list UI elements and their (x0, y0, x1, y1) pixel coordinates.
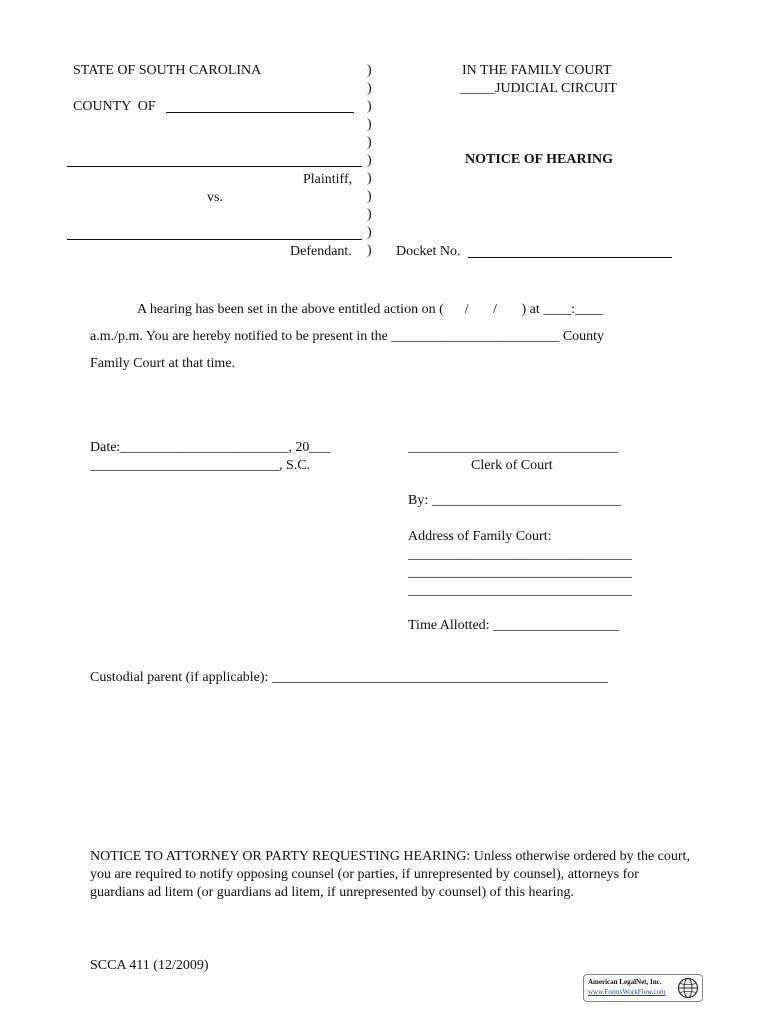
judicial-circuit: _____JUDICIAL CIRCUIT (460, 81, 617, 96)
form-number: SCCA 411 (12/2009) (90, 958, 209, 973)
caption-paren: ) (367, 99, 372, 114)
plaintiff-name-field[interactable] (67, 166, 362, 167)
defendant-name-field[interactable] (67, 239, 362, 240)
address-line: ________________________________ (408, 547, 632, 562)
address-line: ________________________________ (408, 583, 632, 598)
county-field[interactable] (166, 112, 354, 113)
time-allotted-field: Time Allotted: __________________ (408, 618, 620, 633)
clerk-signature-line: ______________________________ (408, 440, 618, 455)
body-closing-line: Family Court at that time. (90, 356, 236, 371)
address-label: Address of Family Court: (408, 529, 552, 544)
hearing-date-line: A hearing has been set in the above entitled action on ( / / ) at ____:____ (137, 302, 604, 317)
docket-number-field[interactable] (468, 257, 672, 258)
caption-paren: ) (367, 63, 372, 78)
by-signature-field: By: ___________________________ (408, 493, 621, 508)
caption-paren: ) (367, 189, 372, 204)
publisher-link[interactable]: www.FormsWorkFlow.com (588, 988, 666, 996)
date-field: Date:________________________, 20___ (90, 440, 331, 455)
publisher-name: American LegalNet, Inc. (588, 978, 662, 986)
form-title: NOTICE OF HEARING (465, 152, 614, 167)
custodial-parent-field: Custodial parent (if applicable): ________________________________________________ (90, 670, 608, 685)
caption-paren: ) (367, 207, 372, 222)
globe-icon (677, 977, 699, 999)
versus-label: vs. (207, 190, 223, 205)
court-location-line: a.m./p.m. You are hereby notified to be present in the ________________________ County (90, 329, 605, 344)
defendant-label: Defendant. (290, 244, 352, 259)
county-label: COUNTY OF (73, 99, 156, 114)
city-field: ___________________________, S.C. (90, 458, 311, 473)
publisher-badge (583, 974, 703, 1002)
caption-paren: ) (367, 153, 372, 168)
caption-paren: ) (367, 171, 372, 186)
caption-paren: ) (367, 243, 372, 258)
caption-paren: ) (367, 135, 372, 150)
clerk-label: Clerk of Court (471, 458, 553, 473)
court-name: IN THE FAMILY COURT (462, 63, 612, 78)
caption-paren: ) (367, 225, 372, 240)
address-line: ________________________________ (408, 565, 632, 580)
caption-paren: ) (367, 117, 372, 132)
caption-paren: ) (367, 81, 372, 96)
state-label: STATE OF SOUTH CAROLINA (73, 63, 262, 78)
plaintiff-label: Plaintiff, (303, 172, 353, 187)
notice-paragraph: NOTICE TO ATTORNEY OR PARTY REQUESTING HEARING: Unless otherwise ordered by the court, you are required to notify opposing counsel (or parties, if unrepresented by counsel), attorneys for guardians ad litem (or guardians ad litem, if unrepresented by counsel) of this hearing. (90, 849, 690, 900)
docket-label: Docket No. (396, 244, 461, 259)
